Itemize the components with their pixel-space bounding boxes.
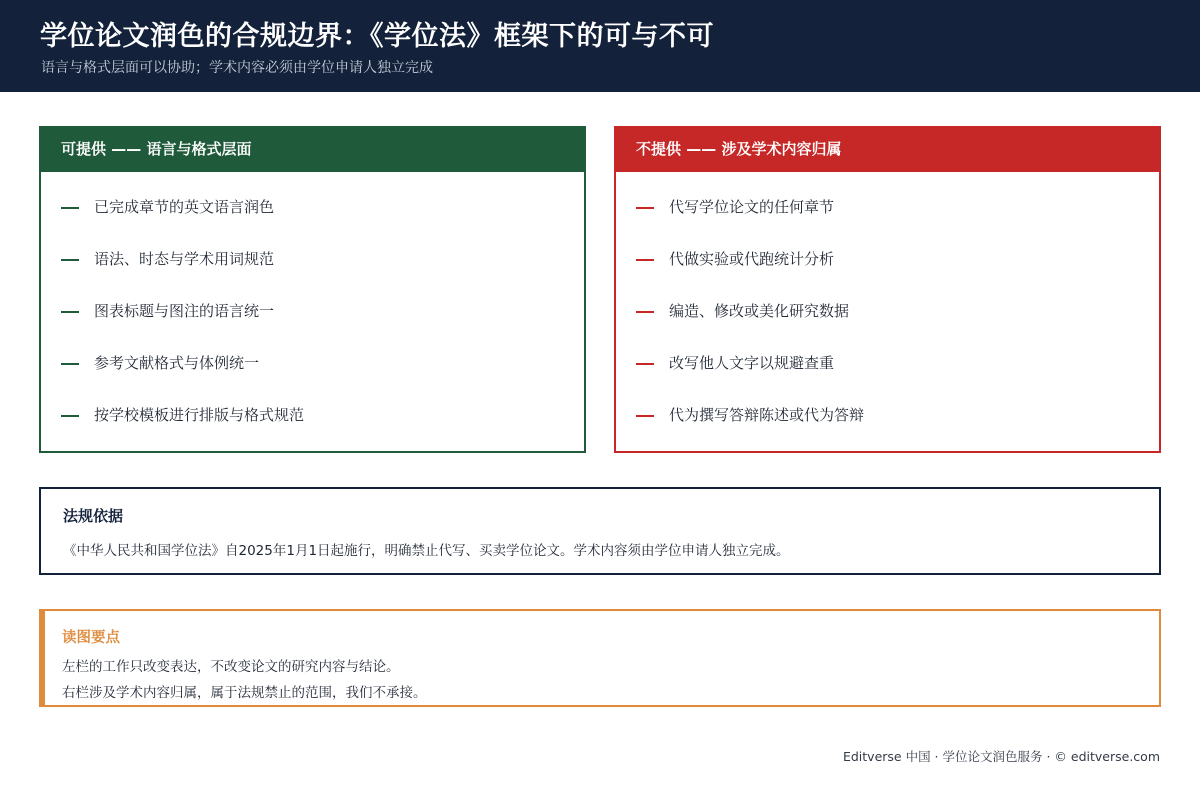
legal-basis-text: 《中华人民共和国学位法》自2025年1月1日起施行，明确禁止代写、买卖学位论文。学术内容须由学位申请人独立完成。 <box>63 543 790 559</box>
allow-panel <box>39 126 586 453</box>
deny-item-label: 代为撰写答辩陈述或代为答辩 <box>669 406 865 424</box>
reading-tip-line: 右栏涉及学术内容归属，属于法规禁止的范围，我们不承接。 <box>62 685 427 701</box>
reading-tips-box <box>39 609 1161 707</box>
allow-item-label: 图表标题与图注的语言统一 <box>94 302 275 320</box>
dash-icon <box>61 363 79 365</box>
dash-icon <box>636 311 654 313</box>
deny-item <box>636 300 864 352</box>
deny-item <box>636 404 864 456</box>
allow-item <box>61 352 304 404</box>
allow-item-label: 语法、时态与学术用词规范 <box>94 250 275 268</box>
dash-icon <box>61 259 79 261</box>
reading-tips-title: 读图要点 <box>62 630 120 646</box>
page-header <box>0 0 1200 92</box>
page-subtitle: 语言与格式层面可以协助；学术内容必须由学位申请人独立完成 <box>41 60 433 76</box>
dash-icon <box>636 259 654 261</box>
deny-item-label: 代写学位论文的任何章节 <box>669 198 835 216</box>
legal-basis-title: 法规依据 <box>63 507 124 525</box>
deny-item-label: 编造、修改或美化研究数据 <box>669 302 850 320</box>
legal-basis-box <box>39 487 1161 575</box>
allow-item-label: 已完成章节的英文语言润色 <box>94 198 275 216</box>
dash-icon <box>636 207 654 209</box>
deny-panel-heading: 不提供 —— 涉及学术内容归属 <box>614 126 1161 172</box>
allow-panel-heading: 可提供 —— 语言与格式层面 <box>39 126 586 172</box>
allow-item <box>61 248 304 300</box>
allow-item <box>61 404 304 456</box>
allow-item-label: 参考文献格式与体例统一 <box>94 354 260 372</box>
page-title: 学位论文润色的合规边界：《学位法》框架下的可与不可 <box>40 21 714 52</box>
dash-icon <box>636 415 654 417</box>
deny-panel <box>614 126 1161 453</box>
deny-list <box>636 196 864 456</box>
deny-item <box>636 196 864 248</box>
footer-credit: Editverse 中国 · 学位论文润色服务 · © editverse.com <box>842 749 1160 764</box>
allow-item <box>61 300 304 352</box>
dash-icon <box>61 207 79 209</box>
deny-item <box>636 248 864 300</box>
deny-item-label: 代做实验或代跑统计分析 <box>669 250 835 268</box>
reading-tip-line: 左栏的工作只改变表达，不改变论文的研究内容与结论。 <box>62 659 400 675</box>
allow-list <box>61 196 304 456</box>
deny-item <box>636 352 864 404</box>
dash-icon <box>636 363 654 365</box>
allow-item-label: 按学校模板进行排版与格式规范 <box>94 406 305 424</box>
dash-icon <box>61 311 79 313</box>
deny-item-label: 改写他人文字以规避查重 <box>669 354 835 372</box>
allow-item <box>61 196 304 248</box>
dash-icon <box>61 415 79 417</box>
